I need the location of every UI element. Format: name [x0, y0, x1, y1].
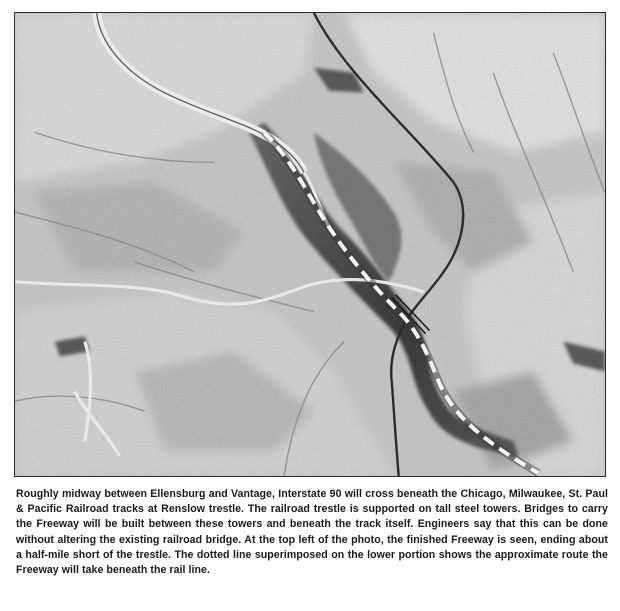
aerial-photo-illustration [15, 13, 605, 476]
photo-caption: Roughly midway between Ellensburg and Vantage, Interstate 90 will cross beneath the Chicago, Milwaukee, St. Paul & Pacific Railroad tracks at Renslow trestle. The railroad trestle is supported on tall steel towers. Bridges to carry the Freeway will be built between these towers and beneath the track itself. Engineers say that this can be done without altering the existing railroad bridge. At the top left of the photo, the finished Freeway is seen, ending about a half-mile short of the trestle. The dotted line superimposed on the lower portion shows the approximate route the Freeway will take beneath the rail line. [16, 488, 608, 577]
aerial-photo [14, 12, 606, 477]
